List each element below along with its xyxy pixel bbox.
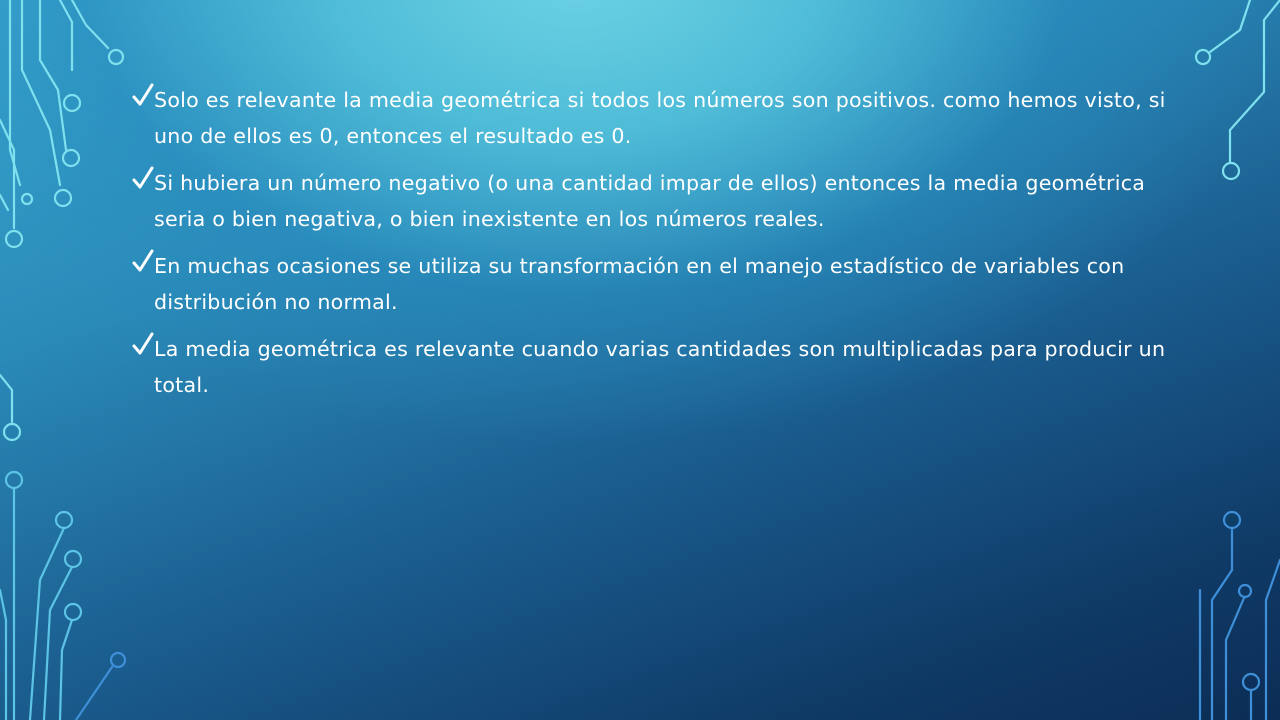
checkmark-icon (132, 248, 154, 274)
circuit-bottom-right (1200, 512, 1280, 720)
checkmark-icon (132, 331, 154, 357)
bullet-item (132, 331, 1192, 403)
bullet-text: En muchas ocasiones se utiliza su transformación en el manejo estadístico de variables con distribución no normal. (154, 254, 1125, 314)
circuit-bottom-left (0, 375, 125, 720)
checkmark-icon (132, 165, 154, 191)
bullet-text: La media geométrica es relevante cuando varias cantidades son multiplicadas para producir un total. (154, 337, 1166, 397)
checkmark-icon (132, 82, 154, 108)
bullet-list (132, 82, 1192, 414)
circuit-top-left (0, 0, 123, 247)
bullet-item (132, 82, 1192, 154)
bullet-text: Si hubiera un número negativo (o una cantidad impar de ellos) entonces la media geométrica seria o bien negativa, o bien inexistente en los números reales. (154, 171, 1146, 231)
bullet-item (132, 165, 1192, 237)
circuit-top-right (1196, 0, 1280, 179)
bullet-text: Solo es relevante la media geométrica si todos los números son positivos. como hemos visto, si uno de ellos es 0, entonces el resultado es 0. (154, 88, 1166, 148)
bullet-item (132, 248, 1192, 320)
